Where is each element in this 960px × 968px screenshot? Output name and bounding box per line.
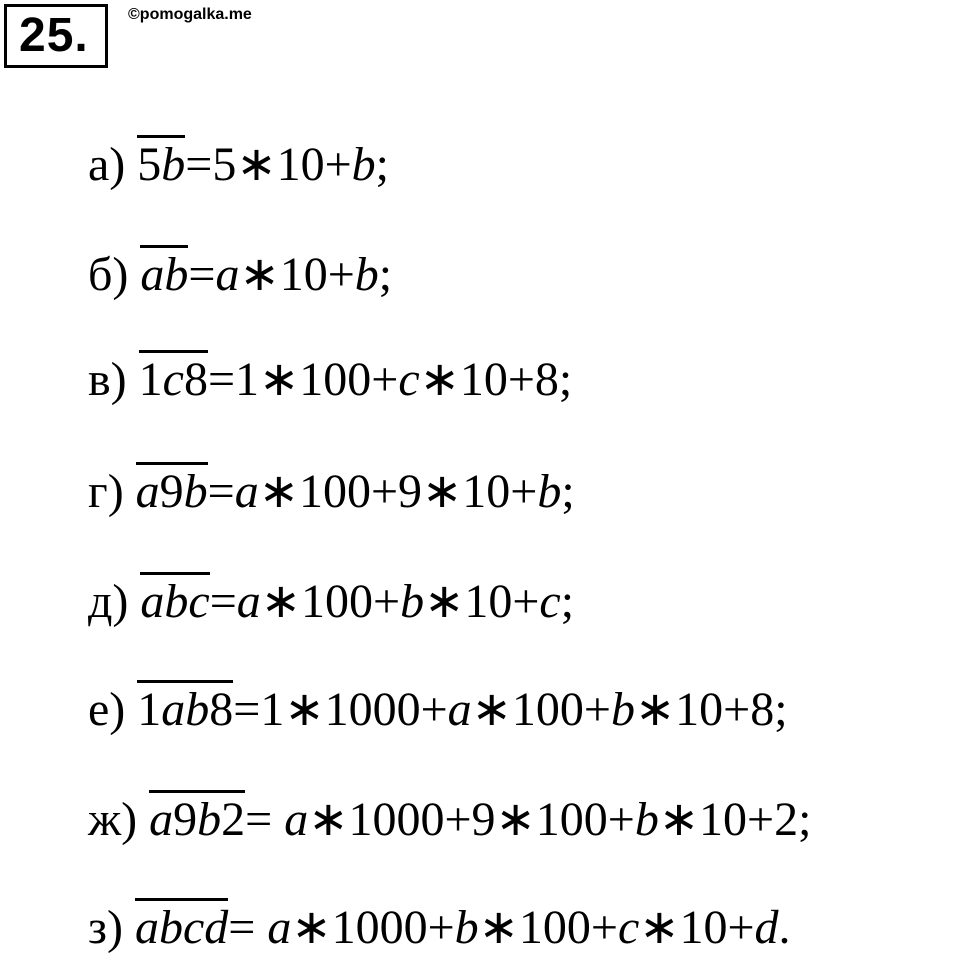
variable: a — [140, 575, 165, 628]
variable: b — [161, 138, 186, 191]
item-label: а) — [88, 138, 126, 191]
digit: 2 — [221, 793, 246, 846]
digit: 5 — [137, 138, 162, 191]
digit: 1 — [138, 353, 163, 406]
variable: b — [164, 575, 189, 628]
item-label: д) — [88, 575, 129, 628]
variable: b — [537, 465, 562, 518]
variable: c — [182, 901, 205, 954]
variable: a — [267, 901, 292, 954]
expr-text: . — [778, 901, 791, 954]
item-label: в) — [88, 353, 127, 406]
equation-d — [88, 572, 574, 632]
overlined-number — [137, 135, 185, 190]
variable: a — [134, 901, 159, 954]
expr-text: ∗10+8; — [419, 353, 573, 406]
expr-text: =1∗1000+ — [233, 683, 448, 736]
expr-text: ; — [378, 248, 393, 301]
item-label: г) — [88, 465, 124, 518]
item-label: з) — [88, 901, 123, 954]
expr-text: ; — [561, 465, 575, 518]
overlined-number — [135, 898, 228, 953]
variable: a — [447, 683, 472, 736]
variable: b — [400, 575, 425, 628]
variable: b — [197, 793, 222, 846]
item-label: ж) — [88, 793, 138, 846]
expr-text: = — [228, 901, 268, 954]
digit: 9 — [159, 465, 184, 518]
expr-text: ∗100+9∗10+ — [258, 465, 538, 518]
expr-text: ∗100+ — [260, 575, 401, 628]
expr-text: ∗10+8; — [634, 683, 788, 736]
variable: c — [162, 353, 184, 406]
overlined-number — [137, 680, 233, 735]
equation-g — [88, 462, 575, 522]
variable: a — [161, 683, 186, 736]
expr-text: ∗10+ — [639, 901, 755, 954]
expr-text: ∗1000+ — [291, 901, 455, 954]
variable: b — [185, 683, 210, 736]
watermark: ©pomogalka.me — [128, 6, 252, 23]
expr-text: = — [245, 793, 285, 846]
expr-text: ∗100+ — [478, 901, 618, 954]
variable: d — [204, 901, 229, 954]
variable: a — [284, 793, 309, 846]
equation-z — [88, 898, 791, 958]
overlined-number — [149, 790, 245, 845]
variable: a — [149, 793, 174, 846]
expr-text: =5∗10+ — [185, 138, 352, 191]
expr-text: ∗10+ — [239, 248, 355, 301]
expr-text: ∗10+2; — [658, 793, 812, 846]
equation-a — [88, 135, 389, 195]
variable: c — [188, 575, 210, 628]
variable: b — [634, 793, 659, 846]
variable: d — [754, 901, 779, 954]
equation-b — [88, 245, 392, 305]
item-label: е) — [88, 683, 126, 736]
variable: b — [354, 248, 379, 301]
digit: 8 — [183, 353, 208, 406]
expr-text: = — [209, 575, 237, 628]
expr-text: = — [188, 248, 216, 301]
expr-text: ; — [375, 138, 389, 191]
expr-text: ; — [560, 575, 575, 628]
variable: c — [617, 901, 640, 954]
digit: 9 — [173, 793, 198, 846]
task-number: 25. — [4, 4, 108, 68]
overlined-number — [139, 350, 208, 405]
variable: b — [610, 683, 635, 736]
variable: b — [454, 901, 479, 954]
equation-zh — [88, 790, 811, 850]
variable: c — [398, 353, 420, 406]
variable: a — [135, 465, 160, 518]
equation-v — [88, 350, 572, 410]
equation-e — [88, 680, 788, 740]
variable: a — [236, 575, 261, 628]
digit: 1 — [137, 683, 162, 736]
expr-text: ∗1000+9∗100+ — [308, 793, 635, 846]
variable: c — [539, 575, 561, 628]
expr-text: =1∗100+ — [207, 353, 399, 406]
expr-text: = — [207, 465, 235, 518]
expr-text: ∗10+ — [424, 575, 540, 628]
expr-text: ∗100+ — [471, 683, 611, 736]
variable: b — [164, 248, 189, 301]
variable: b — [351, 138, 376, 191]
variable: a — [234, 465, 259, 518]
overlined-number — [140, 572, 209, 627]
variable: b — [183, 465, 208, 518]
variable: b — [158, 901, 183, 954]
digit: 8 — [209, 683, 234, 736]
overlined-number — [140, 245, 188, 300]
variable: a — [140, 248, 165, 301]
item-label: б) — [88, 248, 129, 301]
variable: a — [215, 248, 240, 301]
overlined-number — [136, 462, 208, 517]
